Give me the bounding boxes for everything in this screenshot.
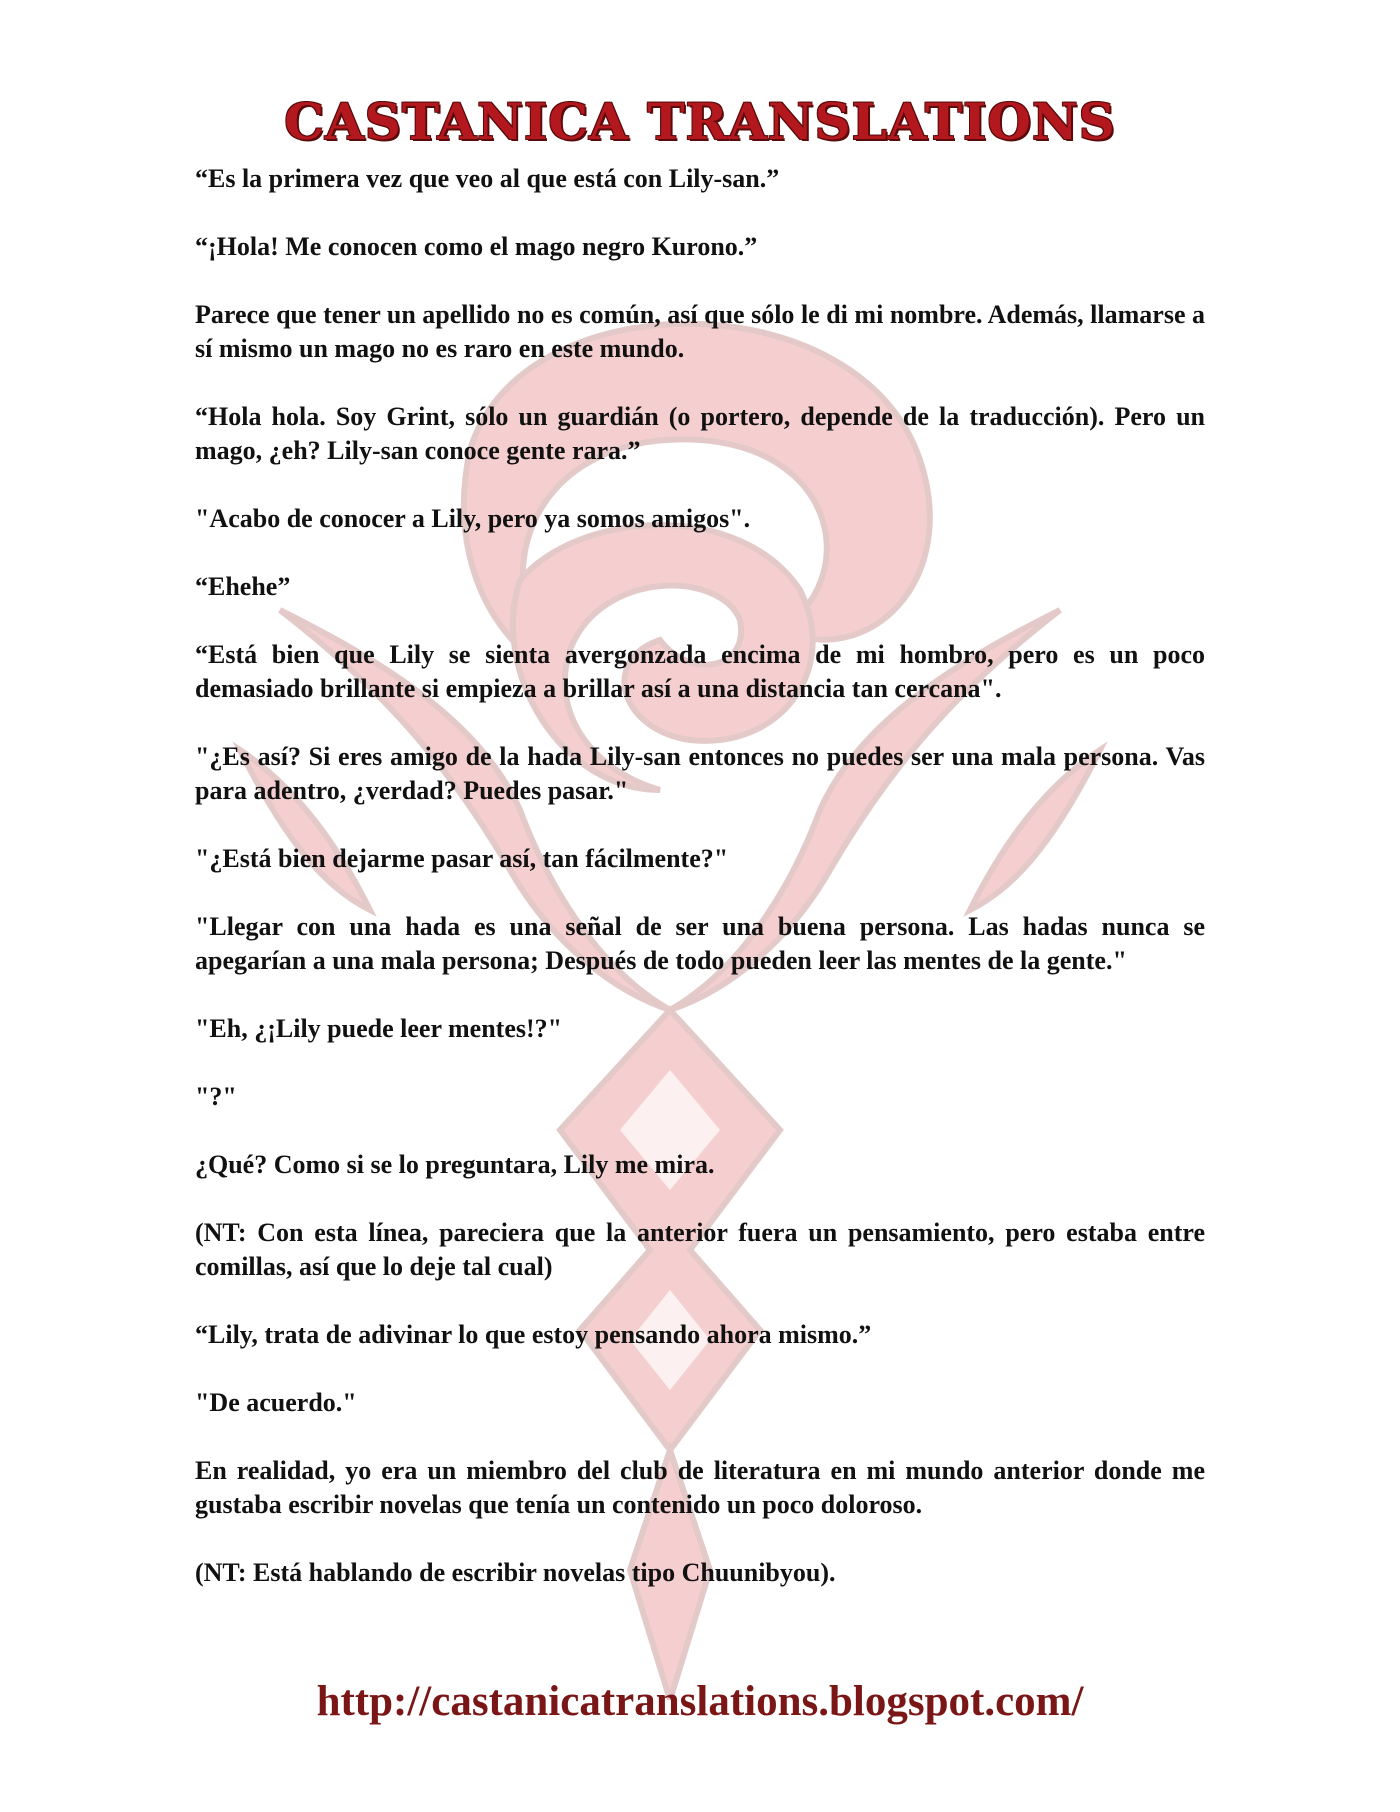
paragraph: (NT: Está hablando de escribir novelas tipo Chuunibyou). [195,1558,836,1587]
paragraph: Parece que tener un apellido no es común, así que sólo le di mi nombre. Además, llamarse a sí mismo un mago no es raro en este mundo. [195,300,1205,363]
paragraph: "De acuerdo." [195,1388,357,1417]
paragraph: “¡Hola! Me conocen como el mago negro Kurono.” [195,232,758,261]
paragraph: “Lily, trata de adivinar lo que estoy pensando ahora mismo.” [195,1320,872,1349]
paragraph: “Hola hola. Soy Grint, sólo un guardián (o portero, depende de la traducción). Pero un mago, ¿eh? Lily-san conoce gente rara.” [195,402,1205,465]
paragraph: "Eh, ¿¡Lily puede leer mentes!?" [195,1014,563,1043]
paragraph: ¿Qué? Como si se lo preguntara, Lily me mira. [195,1150,715,1179]
site-title: CASTANICA TRANSLATIONS [284,92,1116,151]
paragraph: (NT: Con esta línea, pareciera que la anterior fuera un pensamiento, pero estaba entre comillas, así que lo deje tal cual) [195,1218,1205,1281]
paragraph: "¿Está bien dejarme pasar así, tan fácilmente?" [195,844,729,873]
blog-url-link[interactable]: http://castanicatranslations.blogspot.com/ [316,1678,1084,1725]
paragraph: "¿Es así? Si eres amigo de la hada Lily-san entonces no puedes ser una mala persona. Vas para adentro, ¿verdad? Puedes pasar." [195,742,1205,805]
paragraph: "?" [195,1082,237,1111]
paragraph: En realidad, yo era un miembro del club de literatura en mi mundo anterior donde me gustaba escribir novelas que tenía un contenido un poco doloroso. [195,1456,1205,1519]
paragraph: "Llegar con una hada es una señal de ser una buena persona. Las hadas nunca se apegarían a una mala persona; Después de todo pueden leer las mentes de la gente." [195,912,1205,975]
paragraph: “Está bien que Lily se sienta avergonzada encima de mi hombro, pero es un poco demasiado brillante si empieza a brillar así a una distancia tan cercana". [195,640,1205,703]
document-body [195,162,1205,1624]
paragraph: “Es la primera vez que veo al que está con Lily-san.” [195,164,780,193]
paragraph: “Ehehe” [195,572,291,601]
paragraph: "Acabo de conocer a Lily, pero ya somos amigos". [195,504,751,533]
